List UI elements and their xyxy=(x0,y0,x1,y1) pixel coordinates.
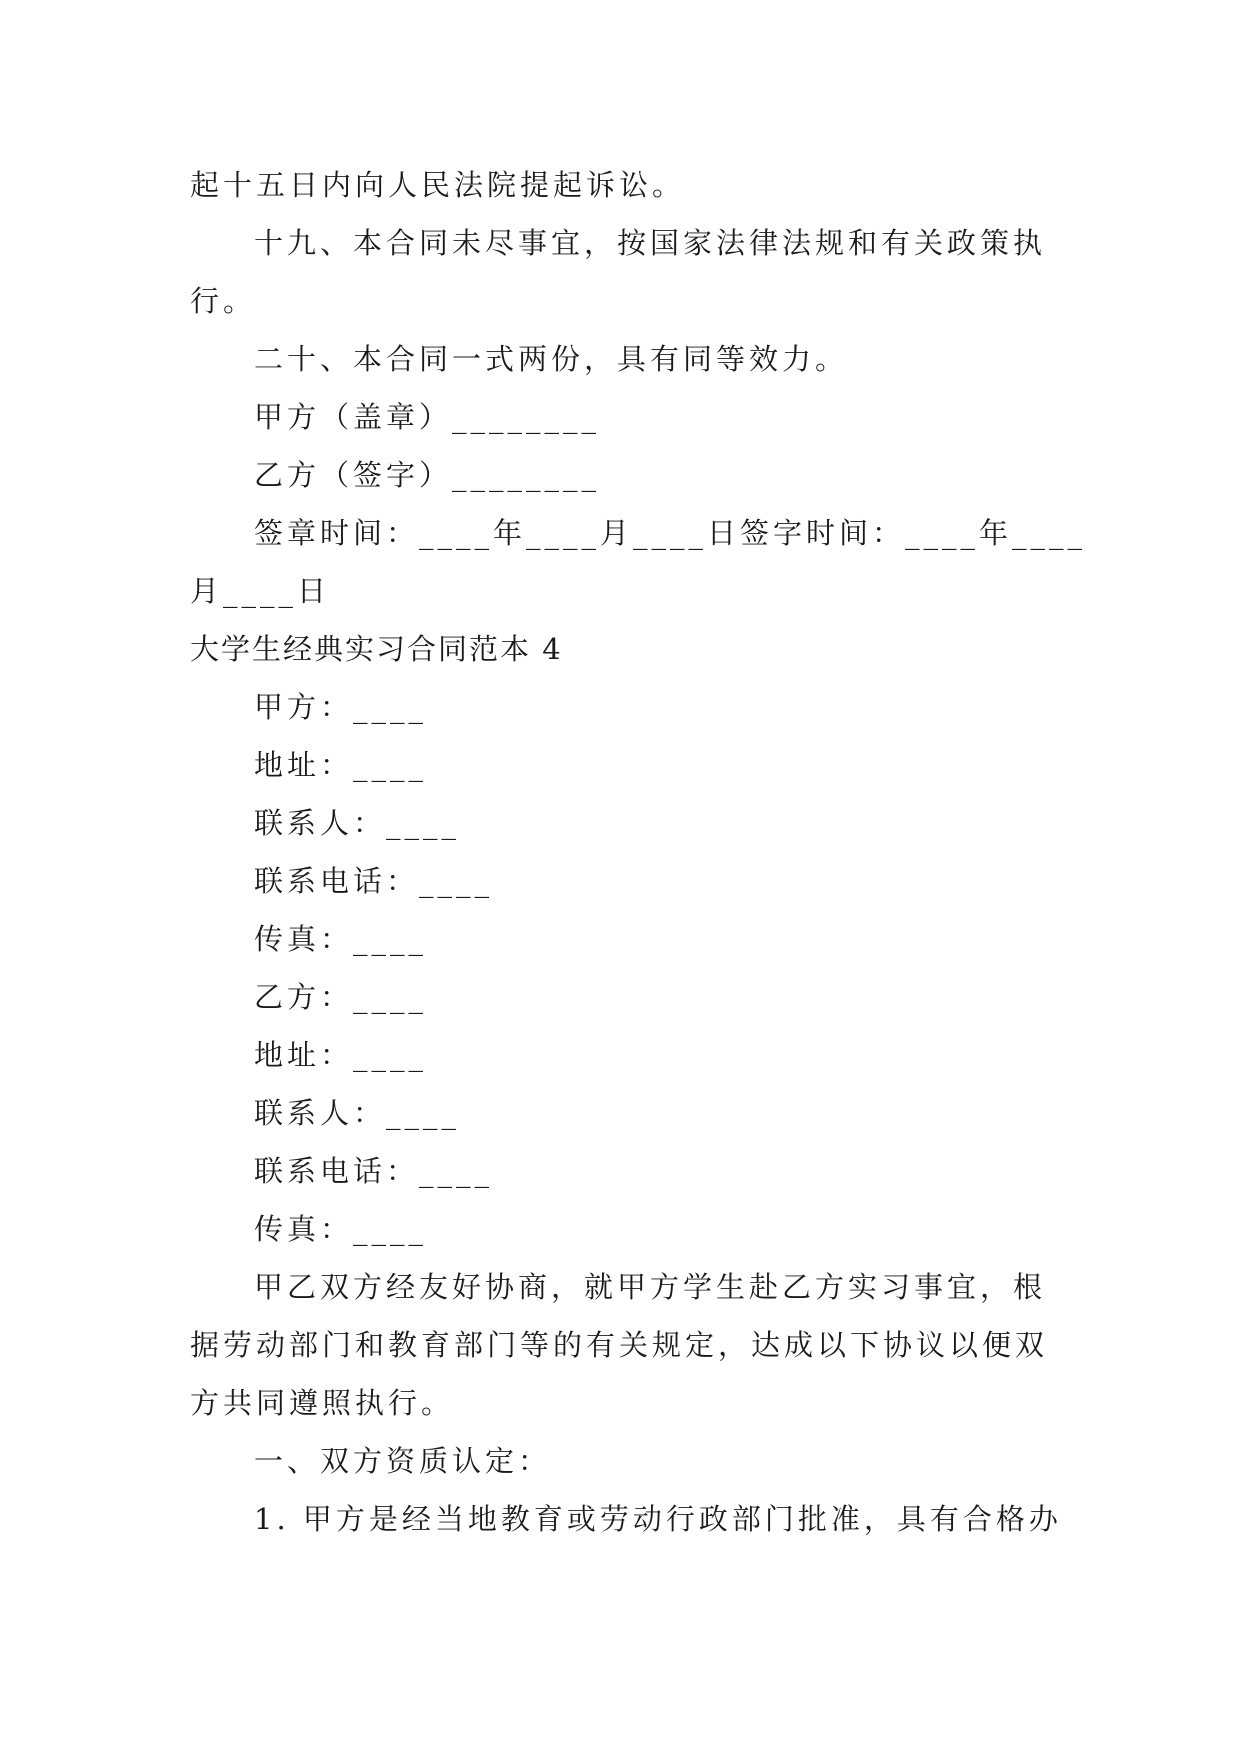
text-line: 月____日 xyxy=(190,574,331,608)
section-heading: 大学生经典实习合同范本 4 xyxy=(190,632,563,666)
party-b-field: 乙方：____ xyxy=(254,980,428,1014)
text-line: 方共同遵照执行。 xyxy=(190,1386,455,1420)
clause-1-heading: 一、双方资质认定： xyxy=(254,1444,552,1478)
party-b-contact-field: 联系人：____ xyxy=(254,1096,461,1130)
party-a-phone-field: 联系电话：____ xyxy=(254,864,494,898)
clause-20-text: 二十、本合同一式两份，具有同等效力。 xyxy=(254,342,849,376)
text-line: 起十五日内向人民法院提起诉讼。 xyxy=(190,168,686,202)
text-line: 据劳动部门和教育部门等的有关规定，达成以下协议以便双 xyxy=(190,1328,1049,1362)
clause-1-item-1: 1. 甲方是经当地教育或劳动行政部门批准，具有合格办 xyxy=(254,1502,1062,1536)
party-a-address-field: 地址：____ xyxy=(254,748,428,782)
text-line: 行。 xyxy=(190,284,257,318)
party-b-address-field: 地址：____ xyxy=(254,1038,428,1072)
party-b-phone-field: 联系电话：____ xyxy=(254,1154,494,1188)
party-a-fax-field: 传真：____ xyxy=(254,922,428,956)
clause-19-text: 十九、本合同未尽事宜，按国家法律法规和有关政策执 xyxy=(254,226,1047,260)
agreement-intro-text: 甲乙双方经友好协商，就甲方学生赴乙方实习事宜，根 xyxy=(254,1270,1047,1304)
party-b-signature-line: 乙方（签字）________ xyxy=(254,458,601,492)
party-b-fax-field: 传真：____ xyxy=(254,1212,428,1246)
party-a-seal-line: 甲方（盖章）________ xyxy=(254,400,601,434)
party-a-contact-field: 联系人：____ xyxy=(254,806,461,840)
signing-date-line: 签章时间：____年____月____日签字时间：____年____ xyxy=(254,516,1087,550)
party-a-field: 甲方：____ xyxy=(254,690,428,724)
